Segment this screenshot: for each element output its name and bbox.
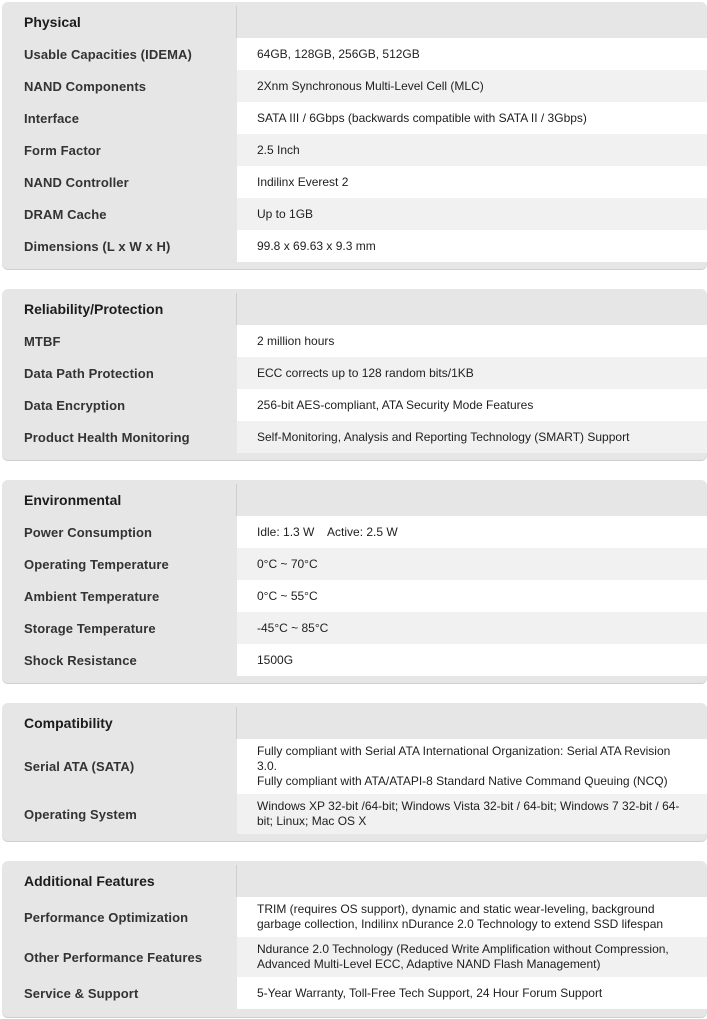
section-environmental (2, 480, 707, 683)
spec-value-line: Fully compliant with ATA/ATAPI-8 Standard Native Command Queuing (NCQ) (257, 774, 668, 788)
section-header (2, 480, 707, 516)
spec-value: Self-Monitoring, Analysis and Reporting Technology (SMART) Support (237, 421, 707, 453)
section-title: Physical (24, 14, 81, 30)
spec-label: Usable Capacities (IDEMA) (24, 46, 192, 62)
spec-value: -45°C ~ 85°C (237, 612, 707, 644)
header-divider (236, 293, 237, 325)
spec-value: SATA III / 6Gbps (backwards compatible with SATA II / 3Gbps) (237, 102, 707, 134)
spec-label: Storage Temperature (24, 620, 156, 636)
spec-label: Other Performance Features (24, 949, 203, 965)
spec-row (2, 198, 707, 230)
spec-value: Up to 1GB (237, 198, 707, 230)
spec-value: Windows XP 32-bit /64-bit; Windows Vista 32-bit / 64-bit; Windows 7 32-bit / 64-bit; Linux; Mac OS X (237, 794, 707, 834)
spec-row (2, 977, 707, 1009)
spec-value: 0°C ~ 55°C (237, 580, 707, 612)
spec-row (2, 548, 707, 580)
spec-value: 1500G (237, 644, 707, 676)
spec-value: ECC corrects up to 128 random bits/1KB (237, 357, 707, 389)
section-title: Reliability/Protection (24, 301, 164, 317)
section-title: Compatibility (24, 715, 113, 731)
header-divider (236, 484, 237, 516)
spec-row (2, 937, 707, 977)
spec-value: 99.8 x 69.63 x 9.3 mm (237, 230, 707, 262)
spec-row (2, 580, 707, 612)
spec-row (2, 644, 707, 676)
spec-row (2, 421, 707, 453)
spec-label: Performance Optimization (24, 909, 189, 925)
section-compatibility (2, 703, 707, 841)
section-header (2, 2, 707, 38)
spec-row (2, 230, 707, 262)
spec-label: Operating System (24, 806, 137, 822)
spec-value-line: Fully compliant with Serial ATA International Organization: Serial ATA Revision 3.0. (257, 744, 671, 773)
spec-value: 5-Year Warranty, Toll-Free Tech Support, 24 Hour Forum Support (237, 977, 707, 1009)
spec-value: 2 million hours (237, 325, 707, 357)
spec-row (2, 102, 707, 134)
spec-row (2, 38, 707, 70)
section-reliability (2, 289, 707, 460)
spec-row (2, 516, 707, 548)
spec-label: Ambient Temperature (24, 588, 160, 604)
spec-label: MTBF (24, 333, 61, 349)
header-divider (236, 707, 237, 739)
spec-label: DRAM Cache (24, 206, 107, 222)
spec-value (237, 739, 707, 794)
spec-value: Ndurance 2.0 Technology (Reduced Write Amplification without Compression, Advanced Multi-Level ECC, Adaptive NAND Flash Management) (237, 937, 707, 977)
spec-value: 0°C ~ 70°C (237, 548, 707, 580)
header-divider (236, 6, 237, 38)
spec-label: Serial ATA (SATA) (24, 759, 135, 774)
spec-row (2, 389, 707, 421)
spec-label: Product Health Monitoring (24, 429, 190, 445)
spec-value: TRIM (requires OS support), dynamic and static wear-leveling, background garbage collection, Indilinx nDurance 2.0 Technology to extend SSD lifespan (237, 897, 707, 937)
section-title: Environmental (24, 492, 122, 508)
spec-row (2, 70, 707, 102)
spec-label: Interface (24, 110, 80, 126)
spec-label: Service & Support (24, 985, 139, 1001)
spec-label: Operating Temperature (24, 556, 169, 572)
spec-row (2, 357, 707, 389)
spec-label: NAND Components (24, 78, 147, 94)
spec-label: Data Encryption (24, 397, 126, 413)
header-divider (236, 865, 237, 897)
spec-row (2, 739, 707, 794)
section-header (2, 289, 707, 325)
spec-label: Shock Resistance (24, 652, 137, 668)
spec-value: 2Xnm Synchronous Multi-Level Cell (MLC) (237, 70, 707, 102)
spec-value: 2.5 Inch (237, 134, 707, 166)
spec-row (2, 612, 707, 644)
section-header (2, 861, 707, 897)
section-physical (2, 2, 707, 269)
spec-label: NAND Controller (24, 174, 129, 190)
spec-value: 64GB, 128GB, 256GB, 512GB (237, 38, 707, 70)
spec-row (2, 794, 707, 834)
section-additional-features (2, 861, 707, 1017)
spec-value: Idle: 1.3 W Active: 2.5 W (237, 516, 707, 548)
spec-label: Form Factor (24, 142, 101, 158)
spec-row (2, 897, 707, 937)
spec-label: Dimensions (L x W x H) (24, 238, 171, 254)
spec-label: Power Consumption (24, 524, 153, 540)
spec-row (2, 166, 707, 198)
spec-row (2, 134, 707, 166)
spec-label: Data Path Protection (24, 365, 154, 381)
spec-value: 256-bit AES-compliant, ATA Security Mode Features (237, 389, 707, 421)
section-header (2, 703, 707, 739)
section-title: Additional Features (24, 873, 155, 889)
spec-row (2, 325, 707, 357)
spec-value: Indilinx Everest 2 (237, 166, 707, 198)
